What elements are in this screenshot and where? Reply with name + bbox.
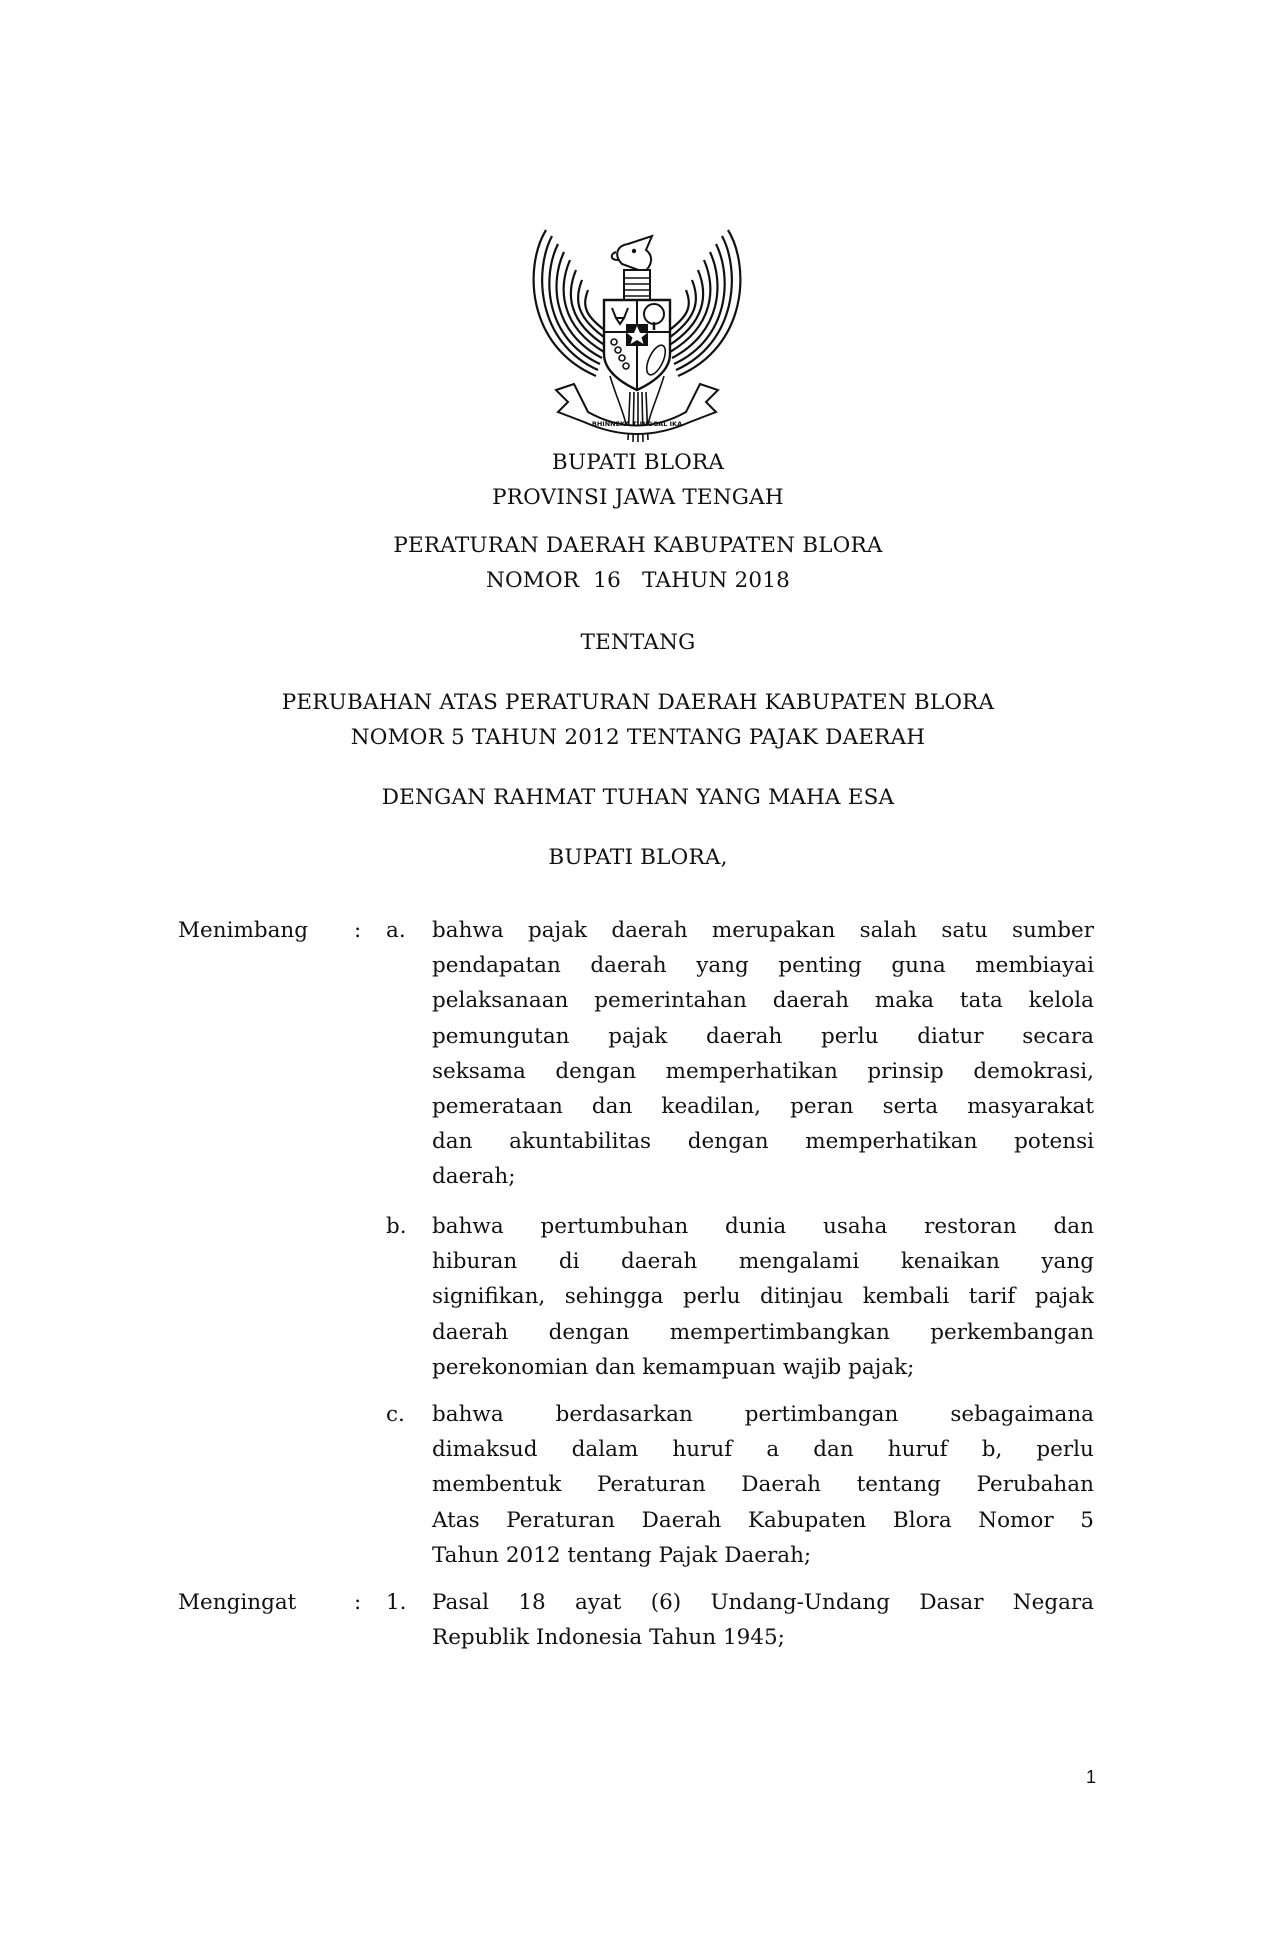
text-line: perekonomian dan kemampuan wajib pajak; [432, 1354, 915, 1380]
text-line: daerah dengan mempertimbangkan perkembangan [432, 1319, 1094, 1345]
text-line: bahwa pertumbuhan dunia usaha restoran dan [432, 1214, 1094, 1239]
text-line: Tahun 2012 tentang Pajak Daerah; [432, 1542, 812, 1568]
text-line: dan akuntabilitas dengan memperhatikan potensi [432, 1129, 1094, 1155]
text-line: pemerataan dan keadilan, peran serta masyarakat [432, 1093, 1094, 1119]
legal-basis-item-1 [432, 1585, 1094, 1655]
regulation-number: NOMOR 16 TAHUN 2018 [485, 568, 791, 593]
subject-line-2: NOMOR 5 TAHUN 2012 TENTANG PAJAK DAERAH [350, 725, 926, 750]
text-line: Atas Peraturan Daerah Kabupaten Blora Nomor 5 [432, 1507, 1094, 1533]
about-heading: TENTANG [580, 630, 696, 655]
consideration-item-b [432, 1209, 1094, 1385]
issuer-title: BUPATI BLORA [551, 450, 725, 475]
subject-line-1: PERUBAHAN ATAS PERATURAN DAERAH KABUPATEN BLORA [281, 690, 995, 715]
regulation-title: PERATURAN DAERAH KABUPATEN BLORA [393, 533, 883, 558]
issuer-signature-heading: BUPATI BLORA, [548, 845, 728, 870]
text-line: dimaksud dalam huruf a dan huruf b, perlu [432, 1437, 1094, 1463]
invocation: DENGAN RAHMAT TUHAN YANG MAHA ESA [381, 785, 895, 810]
emblem-motto: BHINNEKA TUNGGAL IKA [591, 420, 683, 428]
text-line: daerah; [432, 1164, 516, 1190]
item-marker: b. [386, 1214, 407, 1239]
text-line: seksama dengan memperhatikan prinsip demokrasi, [432, 1058, 1094, 1084]
garuda-emblem-icon [530, 226, 744, 444]
section-colon: : [354, 918, 362, 943]
text-line: Republik Indonesia Tahun 1945; [432, 1625, 785, 1651]
text-line: membentuk Peraturan Daerah tentang Perubahan [432, 1472, 1094, 1498]
text-line: signifikan, sehingga perlu ditinjau kembali tarif pajak [432, 1284, 1094, 1310]
page-number: 1 [1086, 1767, 1097, 1787]
text-line: hiburan di daerah mengalami kenaikan yang [432, 1249, 1094, 1275]
text-line: pendapatan daerah yang penting guna membiayai [432, 953, 1094, 979]
text-line: bahwa pajak daerah merupakan salah satu sumber [432, 918, 1094, 943]
consideration-item-c [432, 1397, 1094, 1573]
item-marker: 1. [386, 1590, 407, 1615]
item-marker: c. [386, 1402, 405, 1427]
consideration-item-a [432, 913, 1094, 1195]
text-line: pemungutan pajak daerah perlu diatur secara [432, 1023, 1094, 1049]
section-label-mengingat: Mengingat [178, 1590, 297, 1615]
text-line: Pasal 18 ayat (6) Undang-Undang Dasar Negara [432, 1590, 1094, 1615]
section-label-menimbang: Menimbang [178, 918, 309, 943]
section-colon: : [354, 1590, 362, 1615]
text-line: bahwa berdasarkan pertimbangan sebagaimana [432, 1402, 1094, 1427]
text-line: pelaksanaan pemerintahan daerah maka tata kelola [432, 988, 1094, 1014]
province-title: PROVINSI JAWA TENGAH [492, 485, 784, 510]
item-marker: a. [386, 918, 406, 943]
